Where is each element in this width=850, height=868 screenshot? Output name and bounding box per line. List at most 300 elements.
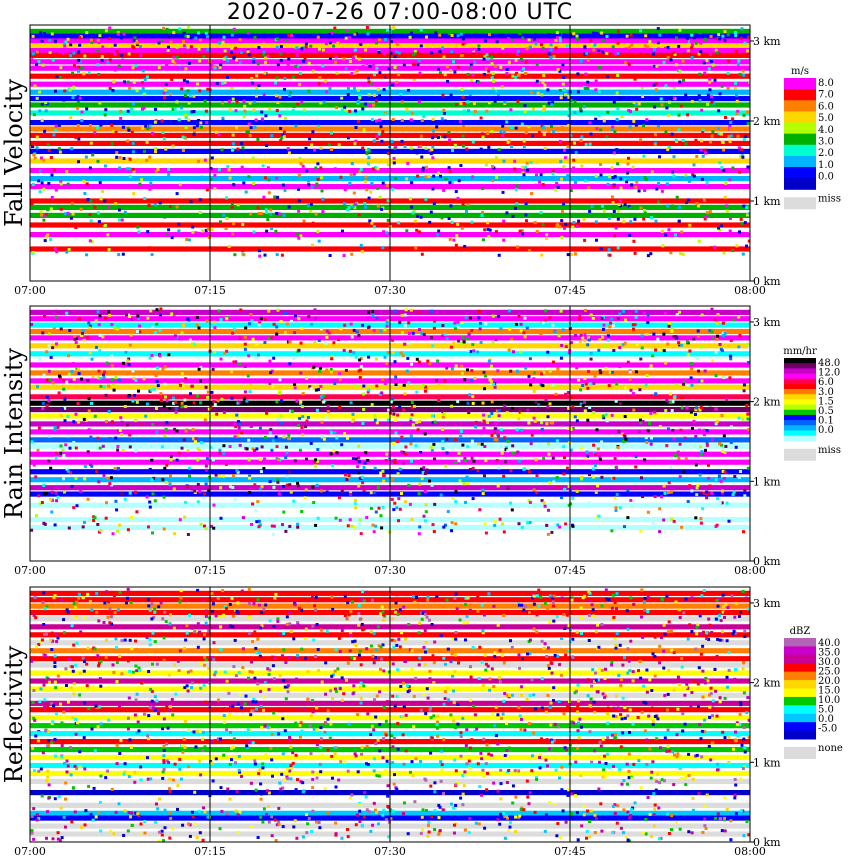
legend-swatch: [784, 145, 816, 157]
heatmap-cell: [714, 319, 717, 322]
heatmap-cell: [382, 756, 385, 759]
heatmap-cell: [60, 599, 63, 602]
heatmap-cell: [460, 33, 463, 36]
heatmap-cell: [259, 715, 262, 718]
heatmap-cell: [477, 316, 480, 319]
heatmap-cell: [206, 35, 209, 38]
heatmap-cell: [603, 119, 606, 122]
heatmap-cell: [689, 704, 692, 707]
heatmap-cell: [234, 761, 237, 764]
heatmap-cell: [52, 381, 55, 384]
heatmap-cell: [667, 228, 670, 231]
heatmap-cell: [303, 708, 306, 711]
heatmap-cell: [69, 54, 72, 57]
heatmap-cell: [72, 506, 75, 509]
heatmap-cell: [347, 93, 350, 96]
heatmap-cell: [657, 41, 660, 44]
heatmap-cell: [432, 681, 435, 684]
heatmap-cell: [107, 616, 110, 619]
heatmap-cell: [234, 435, 237, 438]
heatmap-cell: [416, 358, 419, 361]
heatmap-cell: [284, 729, 287, 732]
heatmap-cell: [667, 114, 670, 117]
heatmap-cell: [684, 437, 687, 440]
heatmap-cell: [151, 132, 154, 135]
heatmap-cell: [468, 333, 471, 336]
heatmap-cell: [237, 703, 240, 706]
heatmap-cell: [528, 38, 531, 41]
heatmap-cell: [129, 158, 132, 161]
heatmap-cell: [361, 476, 364, 479]
heatmap-cell: [623, 656, 626, 659]
x-tick-label: 07:45: [554, 564, 586, 577]
heatmap-cell: [466, 100, 469, 103]
heatmap-cell: [382, 474, 385, 477]
heatmap-cell: [358, 58, 361, 61]
heatmap-cell: [614, 457, 617, 460]
heatmap-cell: [127, 659, 130, 662]
heatmap-cell: [391, 617, 394, 620]
heatmap-cell: [456, 607, 459, 610]
heatmap-cell: [232, 474, 235, 477]
heatmap-cell: [226, 60, 229, 63]
heatmap-cell: [612, 616, 615, 619]
heatmap-cell: [296, 657, 299, 660]
heatmap-cell: [253, 126, 256, 129]
heatmap-cell: [601, 317, 604, 320]
heatmap-cell: [252, 60, 255, 63]
heatmap-cell: [210, 228, 213, 231]
heatmap-cell: [735, 446, 738, 449]
heatmap-cell: [44, 729, 47, 732]
heatmap-cell: [634, 252, 637, 255]
heatmap-cell: [522, 331, 525, 334]
heatmap-cell: [54, 40, 57, 43]
heatmap-cell: [651, 349, 654, 352]
heatmap-cell: [233, 737, 236, 740]
heatmap-cell: [321, 681, 324, 684]
heatmap-cell: [579, 108, 582, 111]
heatmap-cell: [478, 508, 481, 511]
heatmap-cell: [663, 624, 666, 627]
heatmap-cell: [105, 517, 108, 520]
heatmap-cell: [583, 105, 586, 108]
heatmap-cell: [626, 628, 629, 631]
heatmap-cell: [255, 74, 258, 77]
heatmap-cell: [380, 514, 383, 517]
heatmap-cell: [367, 326, 370, 329]
heatmap-cell: [196, 324, 199, 327]
heatmap-cell: [450, 50, 453, 53]
heatmap-cell: [456, 321, 459, 324]
heatmap-cell: [483, 371, 486, 374]
heatmap-cell: [596, 428, 599, 431]
heatmap-cell: [392, 413, 395, 416]
heatmap-cell: [372, 728, 375, 731]
heatmap-cell: [47, 730, 50, 733]
heatmap-cell: [587, 186, 590, 189]
heatmap-cell: [206, 48, 209, 51]
heatmap-cell: [697, 370, 700, 373]
heatmap-cell: [528, 375, 531, 378]
heatmap-cell: [552, 361, 555, 364]
heatmap-cell: [314, 464, 317, 467]
heatmap-cell: [667, 46, 670, 49]
heatmap-cell: [285, 446, 288, 449]
heatmap-cell: [606, 75, 609, 78]
heatmap-cell: [386, 184, 389, 187]
heatmap-cell: [149, 182, 152, 185]
heatmap-cell: [380, 208, 383, 211]
heatmap-cell: [49, 83, 52, 86]
heatmap-cell: [440, 750, 443, 753]
heatmap-cell: [576, 225, 579, 228]
heatmap-cell: [132, 150, 135, 153]
heatmap-cell: [481, 604, 484, 607]
heatmap-cell: [710, 246, 713, 249]
heatmap-cell: [378, 51, 381, 54]
heatmap-cell: [550, 103, 553, 106]
heatmap-cell: [596, 690, 599, 693]
heatmap-cell: [329, 737, 332, 740]
heatmap-cell: [443, 703, 446, 706]
heatmap-cell: [42, 751, 45, 754]
heatmap-cell: [371, 182, 374, 185]
x-tick-label: 07:00: [14, 284, 46, 297]
heatmap-cell: [255, 520, 258, 523]
heatmap-cell: [481, 187, 484, 190]
heatmap-cell: [339, 519, 342, 522]
heatmap-cell: [50, 156, 53, 159]
heatmap-cell: [121, 492, 124, 495]
heatmap-cell: [328, 331, 331, 334]
heatmap-cell: [95, 592, 98, 595]
heatmap-cell: [587, 590, 590, 593]
heatmap-cell: [678, 460, 681, 463]
heatmap-cell: [102, 445, 105, 448]
heatmap-cell: [341, 490, 344, 493]
heatmap-cell: [187, 671, 190, 674]
heatmap-cell: [721, 450, 724, 453]
heatmap-cell: [232, 142, 235, 145]
heatmap-cell: [343, 324, 346, 327]
heatmap-cell: [97, 664, 100, 667]
heatmap-cell: [677, 676, 680, 679]
heatmap-cell: [665, 399, 668, 402]
heatmap-cell: [132, 102, 135, 105]
heatmap-cell: [315, 183, 318, 186]
heatmap-cell: [594, 464, 597, 467]
heatmap-cell: [74, 136, 77, 139]
heatmap-cell: [49, 498, 52, 501]
heatmap-cell: [483, 387, 486, 390]
heatmap-cell: [590, 352, 593, 355]
heatmap-cell: [238, 426, 241, 429]
heatmap-cell: [277, 458, 280, 461]
heatmap-cell: [36, 159, 39, 162]
heatmap-cell: [184, 405, 187, 408]
heatmap-cell: [317, 36, 320, 39]
heatmap-cell: [245, 191, 248, 194]
heatmap-cell: [693, 680, 696, 683]
heatmap-cell: [235, 109, 238, 112]
heatmap-cell: [577, 90, 580, 93]
heatmap-cell: [443, 56, 446, 59]
heatmap-cell: [567, 427, 570, 430]
heatmap-cell: [263, 341, 266, 344]
heatmap-cell: [130, 107, 133, 110]
heatmap-cell: [96, 654, 99, 657]
heatmap-cell: [287, 58, 290, 61]
heatmap-cell: [184, 720, 187, 723]
heatmap-cell: [242, 182, 245, 185]
heatmap-cell: [227, 692, 230, 695]
heatmap-cell: [173, 487, 176, 490]
heatmap-cell: [187, 26, 190, 29]
heatmap-cell: [580, 447, 583, 450]
heatmap-cell: [433, 320, 436, 323]
heatmap-cell: [382, 480, 385, 483]
heatmap-cell: [299, 736, 302, 739]
heatmap-cell: [507, 141, 510, 144]
heatmap-cell: [382, 737, 385, 740]
heatmap-cell: [149, 506, 152, 509]
heatmap-cell: [556, 632, 559, 635]
heatmap-cell: [361, 590, 364, 593]
heatmap-cell: [701, 314, 704, 317]
heatmap-cell: [343, 57, 346, 60]
heatmap-cell: [42, 159, 45, 162]
heatmap-cell: [242, 146, 245, 149]
heatmap-cell: [483, 228, 486, 231]
heatmap-cell: [99, 334, 102, 337]
heatmap-cell: [200, 126, 203, 129]
heatmap-cell: [533, 371, 536, 374]
heatmap-cell: [742, 661, 745, 664]
heatmap-cell: [37, 739, 40, 742]
heatmap-cell: [431, 623, 434, 626]
heatmap-cell: [278, 392, 281, 395]
heatmap-cell: [551, 672, 554, 675]
heatmap-cell: [392, 442, 395, 445]
heatmap-cell: [93, 206, 96, 209]
heatmap-cell: [269, 431, 272, 434]
heatmap-cell: [512, 452, 515, 455]
heatmap-cell: [423, 646, 426, 649]
heatmap-cell: [663, 61, 666, 64]
heatmap-cell: [526, 169, 529, 172]
heatmap-cell: [89, 600, 92, 603]
heatmap-cell: [632, 328, 635, 331]
heatmap-cell: [64, 419, 67, 422]
heatmap-cell: [69, 447, 72, 450]
heatmap-cell: [718, 442, 721, 445]
heatmap-cell: [730, 339, 733, 342]
heatmap-cell: [51, 32, 54, 35]
heatmap-cell: [700, 139, 703, 142]
heatmap-cell: [674, 395, 677, 398]
heatmap-cell: [715, 374, 718, 377]
heatmap-cell: [680, 673, 683, 676]
heatmap-cell: [248, 390, 251, 393]
heatmap-cell: [552, 481, 555, 484]
legend-swatch: [784, 111, 816, 123]
heatmap-cell: [53, 596, 56, 599]
heatmap-cell: [127, 588, 130, 591]
heatmap-cell: [312, 366, 315, 369]
heatmap-cell: [373, 329, 376, 332]
heatmap-cell: [184, 67, 187, 70]
heatmap-cell: [594, 88, 597, 91]
heatmap-cell: [163, 659, 166, 662]
heatmap-cell: [148, 188, 151, 191]
heatmap-cell: [252, 700, 255, 703]
heatmap-cell: [397, 497, 400, 500]
heatmap-cell: [77, 345, 80, 348]
heatmap-cell: [87, 498, 90, 501]
heatmap-cell: [617, 52, 620, 55]
heatmap-cell: [31, 440, 34, 443]
heatmap-cell: [63, 631, 66, 634]
heatmap-cell: [428, 480, 431, 483]
heatmap-cell: [373, 73, 376, 76]
heatmap-cell: [499, 130, 502, 133]
heatmap-cell: [583, 595, 586, 598]
heatmap-cell: [590, 685, 593, 688]
heatmap-cell: [532, 732, 535, 735]
heatmap-cell: [298, 83, 301, 86]
heatmap-cell: [49, 238, 52, 241]
heatmap-cell: [383, 328, 386, 331]
heatmap-cell: [294, 315, 297, 318]
heatmap-cell: [498, 148, 501, 151]
heatmap-cell: [647, 648, 650, 651]
heatmap-cell: [368, 197, 371, 200]
heatmap-cell: [463, 770, 466, 773]
heatmap-cell: [351, 336, 354, 339]
heatmap-cell: [163, 96, 166, 99]
heatmap-cell: [483, 58, 486, 61]
heatmap-cell: [524, 110, 527, 113]
heatmap-cell: [146, 141, 149, 144]
heatmap-cell: [218, 615, 221, 618]
heatmap-cell: [487, 146, 490, 149]
heatmap-cell: [36, 385, 39, 388]
heatmap-cell: [41, 601, 44, 604]
heatmap-cell: [583, 377, 586, 380]
heatmap-cell: [394, 360, 397, 363]
heatmap-cell: [127, 395, 130, 398]
heatmap-cell: [261, 445, 264, 448]
heatmap-cell: [121, 639, 124, 642]
heatmap-cell: [128, 697, 131, 700]
heatmap-cell: [686, 341, 689, 344]
heatmap-cell: [684, 723, 687, 726]
heatmap-cell: [268, 688, 271, 691]
heatmap-cell: [356, 385, 359, 388]
heatmap-cell: [352, 692, 355, 695]
heatmap-cell: [579, 388, 582, 391]
heatmap-cell: [58, 375, 61, 378]
heatmap-cell: [320, 396, 323, 399]
heatmap-cell: [46, 404, 49, 407]
y-tick-label: 2 km: [753, 115, 781, 128]
heatmap-cell: [712, 699, 715, 702]
heatmap-cell: [487, 753, 490, 756]
heatmap-cell: [572, 167, 575, 170]
heatmap-cell: [404, 638, 407, 641]
heatmap-cell: [731, 249, 734, 252]
heatmap-cell: [159, 354, 162, 357]
heatmap-cell: [697, 330, 700, 333]
heatmap-cell: [706, 103, 709, 106]
heatmap-cell: [147, 604, 150, 607]
heatmap-cell: [618, 203, 621, 206]
heatmap-cell: [101, 55, 104, 58]
heatmap-cell: [231, 397, 234, 400]
heatmap-cell: [179, 183, 182, 186]
heatmap-cell: [265, 412, 268, 415]
heatmap-cell: [169, 622, 172, 625]
heatmap-cell: [245, 130, 248, 133]
heatmap-cell: [411, 413, 414, 416]
heatmap-cell: [373, 661, 376, 664]
heatmap-cell: [59, 66, 62, 69]
heatmap-cell: [727, 606, 730, 609]
heatmap-cell: [562, 165, 565, 168]
heatmap-cell: [205, 386, 208, 389]
heatmap-cell: [573, 111, 576, 114]
heatmap-cell: [710, 95, 713, 98]
heatmap-cell: [400, 436, 403, 439]
heatmap-cell: [362, 408, 365, 411]
heatmap-cell: [436, 727, 439, 730]
heatmap-cell: [247, 677, 250, 680]
heatmap-cell: [487, 228, 490, 231]
heatmap-cell: [122, 362, 125, 365]
heatmap-cell: [300, 47, 303, 50]
heatmap-cell: [637, 669, 640, 672]
heatmap-cell: [481, 443, 484, 446]
heatmap-cell: [232, 615, 235, 618]
heatmap-cell: [385, 453, 388, 456]
heatmap-cell: [249, 134, 252, 137]
heatmap-cell: [530, 442, 533, 445]
heatmap-cell: [708, 716, 711, 719]
heatmap-cell: [107, 477, 110, 480]
heatmap-cell: [676, 708, 679, 711]
heatmap-cell: [199, 211, 202, 214]
heatmap-cell: [691, 384, 694, 387]
heatmap-cell: [646, 691, 649, 694]
heatmap-cell: [559, 160, 562, 163]
heatmap-cell: [264, 681, 267, 684]
heatmap-cell: [724, 697, 727, 700]
heatmap-cell: [501, 85, 504, 88]
heatmap-cell: [359, 369, 362, 372]
heatmap-cell: [116, 327, 119, 330]
heatmap-cell: [198, 760, 201, 763]
heatmap-cell: [508, 349, 511, 352]
heatmap-cell: [497, 315, 500, 318]
heatmap-cell: [307, 183, 310, 186]
heatmap-cell: [647, 314, 650, 317]
heatmap-cell: [415, 421, 418, 424]
heatmap-cell: [406, 370, 409, 373]
heatmap-cell: [260, 726, 263, 729]
heatmap-cell: [415, 444, 418, 447]
heatmap-cell: [580, 334, 583, 337]
